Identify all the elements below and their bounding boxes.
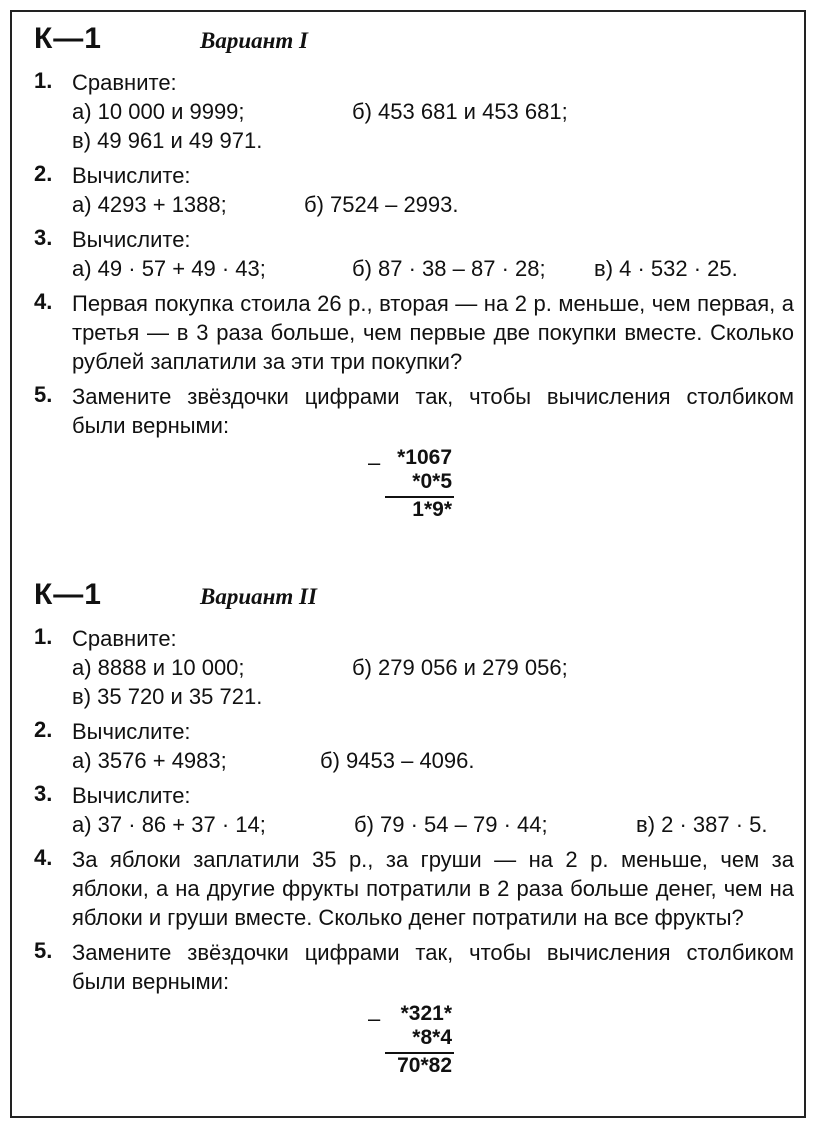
task-5 bbox=[34, 382, 794, 522]
task-number: 2. bbox=[34, 717, 53, 742]
task-row bbox=[72, 126, 794, 155]
item-c: в) 4 · 532 · 25. bbox=[594, 256, 738, 281]
task-row bbox=[72, 810, 794, 839]
task-number: 3. bbox=[34, 781, 53, 806]
task-3 bbox=[34, 781, 794, 839]
task-5 bbox=[34, 938, 794, 1078]
test-code: К—1 bbox=[34, 22, 102, 55]
task-number: 5. bbox=[34, 938, 53, 963]
item-a: а) 8888 и 10 000; bbox=[72, 655, 245, 680]
minus-sign: – bbox=[368, 1006, 381, 1031]
column-subtraction bbox=[34, 446, 794, 522]
task-title: Сравните: bbox=[72, 626, 177, 651]
variant-header bbox=[34, 578, 794, 618]
difference: 70*82 bbox=[397, 1054, 452, 1077]
task-2 bbox=[34, 717, 794, 775]
task-title: Вычислите: bbox=[72, 783, 191, 808]
item-b: б) 9453 – 4096. bbox=[320, 748, 475, 773]
task-1 bbox=[34, 624, 794, 711]
task-4 bbox=[34, 845, 794, 932]
variant-title: Вариант I bbox=[200, 28, 308, 53]
task-title: Вычислите: bbox=[72, 163, 191, 188]
task-title: Вычислите: bbox=[72, 227, 191, 252]
variant-2 bbox=[34, 578, 794, 1078]
difference: 1*9* bbox=[412, 498, 452, 521]
task-text: Замените звёздочки цифрами так, чтобы вычисления столбиком были верными: bbox=[72, 940, 794, 994]
task-number: 1. bbox=[34, 624, 53, 649]
subtrahend: *0*5 bbox=[412, 470, 452, 493]
task-2 bbox=[34, 161, 794, 219]
subtrahend: *8*4 bbox=[412, 1026, 452, 1049]
item-b: б) 7524 – 2993. bbox=[304, 192, 459, 217]
item-b: б) 79 · 54 – 79 · 44; bbox=[354, 812, 548, 837]
item-b: б) 453 681 и 453 681; bbox=[352, 99, 568, 124]
task-text: Первая покупка стоила 26 р., вторая — на 2 р. меньше, чем первая, а третья — в 3 раза больше, чем первые две покупки вместе. Сколько рублей заплатили за эти три покупки? bbox=[72, 291, 794, 374]
task-row bbox=[72, 254, 794, 283]
task-number: 1. bbox=[34, 68, 53, 93]
task-row bbox=[72, 97, 794, 126]
item-c: в) 35 720 и 35 721. bbox=[72, 684, 263, 709]
task-row bbox=[72, 190, 794, 219]
item-b: б) 87 · 38 – 87 · 28; bbox=[352, 256, 546, 281]
task-text: Замените звёздочки цифрами так, чтобы вычисления столбиком были верными: bbox=[72, 384, 794, 438]
task-title: Сравните: bbox=[72, 70, 177, 95]
task-3 bbox=[34, 225, 794, 283]
task-1 bbox=[34, 68, 794, 155]
item-a: а) 10 000 и 9999; bbox=[72, 99, 245, 124]
task-number: 2. bbox=[34, 161, 53, 186]
task-number: 3. bbox=[34, 225, 53, 250]
task-number: 4. bbox=[34, 289, 53, 314]
task-4 bbox=[34, 289, 794, 376]
item-a: а) 3576 + 4983; bbox=[72, 748, 227, 773]
variant-header bbox=[34, 22, 794, 62]
task-row bbox=[72, 682, 794, 711]
task-row bbox=[72, 746, 794, 775]
task-number: 4. bbox=[34, 845, 53, 870]
task-row bbox=[72, 653, 794, 682]
task-title: Вычислите: bbox=[72, 719, 191, 744]
test-code: К—1 bbox=[34, 578, 102, 611]
column-subtraction bbox=[34, 1002, 794, 1078]
item-a: а) 49 · 57 + 49 · 43; bbox=[72, 256, 266, 281]
variant-title: Вариант II bbox=[200, 584, 317, 609]
item-a: а) 4293 + 1388; bbox=[72, 192, 227, 217]
minuend: *1067 bbox=[397, 446, 452, 469]
minuend: *321* bbox=[400, 1002, 452, 1025]
item-c: в) 2 · 387 · 5. bbox=[636, 812, 768, 837]
item-c: в) 49 961 и 49 971. bbox=[72, 128, 263, 153]
item-b: б) 279 056 и 279 056; bbox=[352, 655, 568, 680]
variant-1 bbox=[34, 22, 794, 522]
item-a: а) 37 · 86 + 37 · 14; bbox=[72, 812, 266, 837]
minus-sign: – bbox=[368, 450, 381, 475]
task-text: За яблоки заплатили 35 р., за груши — на 2 р. меньше, чем за яблоки, а на другие фрукты потратили в 2 раза больше денег, чем на яблоки и груши вместе. Сколько денег потратили на все фрукты? bbox=[72, 847, 794, 930]
task-number: 5. bbox=[34, 382, 53, 407]
